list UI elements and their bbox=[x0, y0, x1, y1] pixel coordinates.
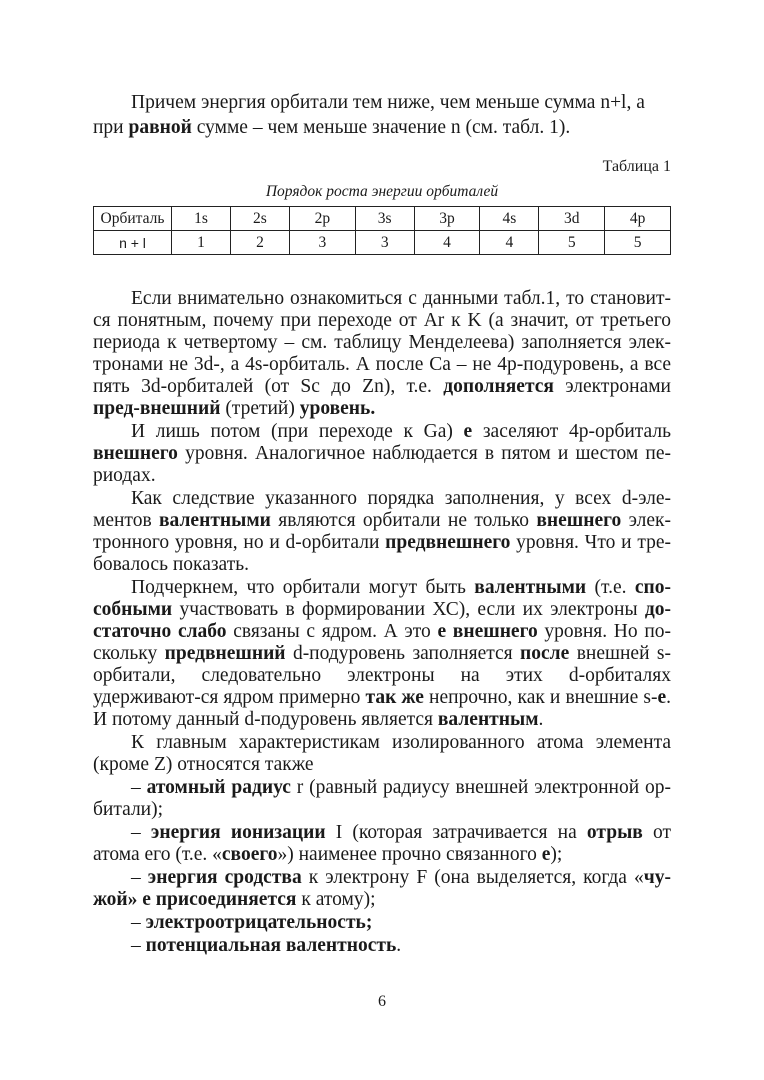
text-run: электронами bbox=[553, 376, 671, 397]
bold-run: так же bbox=[365, 687, 424, 708]
text-run: уровня. Аналогичное наблюдается в пятом и шестом пе-риодах. bbox=[93, 443, 671, 486]
bold-run: предвнешнего bbox=[385, 532, 511, 553]
bold-run: внешнего bbox=[93, 443, 178, 464]
table-cell: 1s bbox=[172, 207, 231, 231]
paragraph-4 bbox=[93, 577, 671, 731]
paragraph-5 bbox=[93, 732, 671, 776]
list-item-atomic-radius bbox=[93, 777, 671, 821]
bold-run: энергия ионизации bbox=[150, 822, 326, 843]
body-text bbox=[93, 288, 671, 957]
table-cell: 2p bbox=[289, 207, 355, 231]
text-run: . bbox=[396, 935, 402, 956]
list-item-electron-affinity bbox=[93, 867, 671, 911]
table-cell: 3s bbox=[355, 207, 414, 231]
bold-run: потенциальная валентность bbox=[145, 935, 397, 956]
text-run: к электрону F (она выделяется, когда « bbox=[301, 867, 644, 888]
bold-run: e bbox=[541, 844, 551, 865]
text-run: I (которая затрачивается на bbox=[325, 822, 587, 843]
text-run: ») наименее прочно связанного bbox=[277, 844, 542, 865]
list-dash: – bbox=[131, 822, 151, 843]
paragraph-1 bbox=[93, 288, 671, 420]
list-item-electronegativity bbox=[93, 912, 671, 934]
table-cell: 5 bbox=[605, 231, 671, 255]
bold-run: отрыв bbox=[586, 822, 643, 843]
intro-line-2-pre: при bbox=[93, 117, 129, 138]
text-run: заселяют 4p-орбиталь bbox=[472, 421, 672, 442]
text-run: . И потому данный d-подуровень является bbox=[93, 687, 671, 730]
intro-line-2 bbox=[93, 117, 671, 139]
bold-run: чу-жой» e присоединяется bbox=[93, 867, 672, 910]
text-run: связаны с ядром. А это bbox=[226, 621, 438, 642]
table-label: Таблица 1 bbox=[602, 158, 671, 175]
paragraph-2 bbox=[93, 421, 671, 487]
bold-run: валентным bbox=[437, 709, 539, 730]
table-cell: 3p bbox=[414, 207, 480, 231]
list-item-ionization-energy bbox=[93, 822, 671, 866]
list-dash: – bbox=[131, 867, 148, 888]
table-cell: 5 bbox=[539, 231, 605, 255]
intro-line-1-text: Причем энергия орбитали тем ниже, чем меньше сумма n+l, а bbox=[131, 92, 645, 113]
bold-run: e внешнего bbox=[437, 621, 538, 642]
bold-run: своего bbox=[221, 844, 278, 865]
table-title: Порядок роста энергии орбиталей bbox=[265, 183, 499, 200]
table-cell: 4 bbox=[414, 231, 480, 255]
bold-run: электроотрицательность; bbox=[145, 912, 373, 933]
paragraph-3 bbox=[93, 488, 671, 576]
table-row-sums bbox=[94, 231, 671, 255]
table-cell: 2s bbox=[230, 207, 289, 231]
intro-line-2-post: сумме – чем меньше значение n (см. табл. 1). bbox=[191, 117, 571, 138]
table-cell: 4 bbox=[480, 231, 539, 255]
bold-run: пред-внешний bbox=[93, 398, 221, 419]
bold-run: e bbox=[657, 687, 667, 708]
intro-bold-word: равной bbox=[128, 117, 192, 138]
bold-run: валентными bbox=[159, 510, 271, 531]
bold-run: атомный радиус bbox=[146, 777, 291, 798]
text-run: И лишь потом (при переходе к Ga) bbox=[131, 421, 464, 442]
text-run: являются орбитали не только bbox=[270, 510, 537, 531]
text-run: Подчеркнем, что орбитали могут быть bbox=[131, 577, 475, 598]
text-run: уровня. Но по-скольку bbox=[93, 621, 671, 664]
table-row-orbitals bbox=[94, 207, 671, 231]
orbital-table bbox=[93, 206, 671, 255]
bold-run: предвнешний bbox=[164, 643, 286, 664]
table-cell: 3d bbox=[539, 207, 605, 231]
table-cell: 4p bbox=[605, 207, 671, 231]
bold-run: уровень. bbox=[299, 398, 376, 419]
table-cell: 1 bbox=[172, 231, 231, 255]
text-run: уровня. Что и тре-бовалось показать. bbox=[93, 532, 671, 575]
text-run: к атому); bbox=[296, 889, 376, 910]
text-run: элек-тронного уровня, но и d-орбитали bbox=[93, 510, 672, 553]
bold-run: энергия сродства bbox=[147, 867, 302, 888]
text-run: d-подуровень заполняется bbox=[285, 643, 521, 664]
table-row-header: n + l bbox=[94, 231, 172, 255]
page-number: 6 bbox=[378, 993, 386, 1010]
table-cell: 4s bbox=[480, 207, 539, 231]
bold-run: e bbox=[463, 421, 473, 442]
text-run: (т.е. bbox=[586, 577, 635, 598]
table-cell: 2 bbox=[230, 231, 289, 255]
table-cell: 3 bbox=[289, 231, 355, 255]
text-run: (третий) bbox=[220, 398, 300, 419]
list-dash: – bbox=[131, 935, 146, 956]
text-run: внешней s-орбитали, следовательно электроны на этих d-орбиталях удерживают-ся ядром примерно bbox=[93, 643, 671, 708]
list-dash: – bbox=[131, 777, 147, 798]
bold-run: до-статочно слабо bbox=[93, 599, 671, 642]
text-run: r (равный радиусу внешней электронной ор-битали); bbox=[93, 777, 671, 820]
list-item-potential-valence bbox=[93, 935, 671, 957]
text-run: от атома его (т.е. « bbox=[93, 822, 672, 865]
list-dash: – bbox=[131, 912, 146, 933]
text-run: Как следствие указанного порядка заполнения, у всех d-эле-ментов bbox=[93, 488, 671, 531]
bold-run: валентными bbox=[474, 577, 587, 598]
bold-run: дополняется bbox=[443, 376, 554, 397]
bold-run: внешнего bbox=[536, 510, 622, 531]
intro-line-1 bbox=[93, 92, 671, 114]
table-row-header: Орбиталь bbox=[94, 207, 172, 231]
text-run: Если внимательно ознакомиться с данными табл.1, то становит-ся понятным, почему при переходе от Ar к K (а значит, от третьего периода к четвертому – см. таблицу Менделеева) заполняется элек-тронами не 3d-, а 4s-орбиталь. А после Ca – не 4p-подуровень, а все пять 3d-орбиталей (от Sc до Zn), т.е. bbox=[93, 288, 671, 397]
table-cell: 3 bbox=[355, 231, 414, 255]
text-run: непрочно, как и внешние s- bbox=[423, 687, 658, 708]
text-run: участвовать в формировании ХС), если их электроны bbox=[172, 599, 645, 620]
bold-run: после bbox=[520, 643, 570, 664]
text-run: К главным характеристикам изолированного атома элемента (кроме Z) относятся также bbox=[93, 732, 671, 775]
text-run: ); bbox=[550, 844, 563, 865]
text-run: . bbox=[538, 709, 544, 730]
bold-run: спо-собными bbox=[93, 577, 671, 620]
